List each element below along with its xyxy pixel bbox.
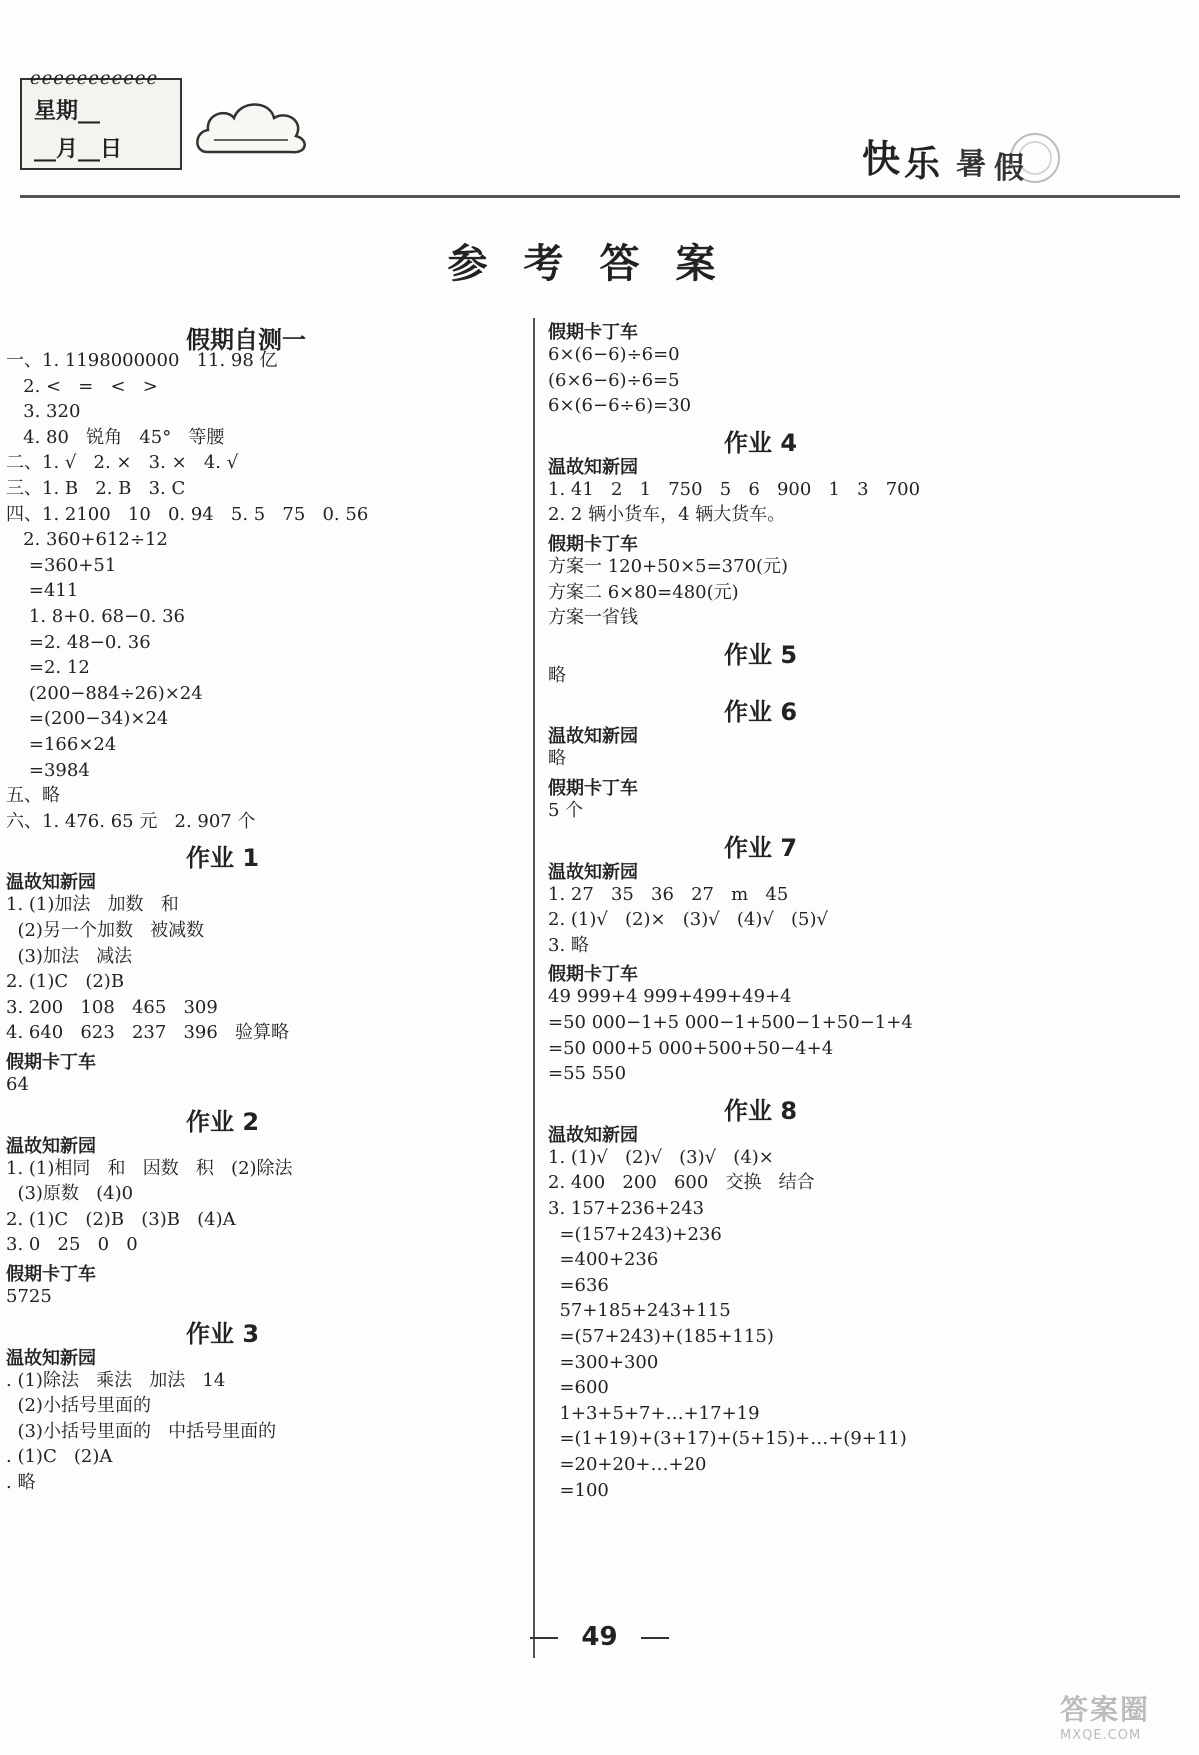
answer-line: =(200−34)×24 (6, 708, 169, 730)
answer-line: 5725 (6, 1286, 52, 1307)
logo-char-4: 假 (994, 151, 1024, 186)
answer-line: 6×(6−6÷6)=30 (548, 395, 692, 417)
section-heading: 作业 7 (724, 833, 798, 862)
answer-line: (6×6−6)÷6=5 (548, 369, 680, 391)
answer-line: (3)加法 减法 (6, 945, 133, 967)
answer-line: 方案一省钱 (548, 607, 638, 629)
section-heading: 作业 1 (186, 844, 260, 873)
subsection-label: 假期卡丁车 (548, 964, 638, 986)
subsection-label: 假期卡丁车 (548, 778, 638, 799)
answer-line: =300+300 (548, 1351, 659, 1373)
section-heading: 作业 8 (724, 1096, 798, 1125)
answer-line: . 略 (6, 1472, 36, 1493)
footer-dash-right (641, 1637, 669, 1639)
answer-line: 49 999+4 999+499+49+4 (548, 986, 792, 1008)
answer-line: 64 (6, 1074, 29, 1095)
answer-line: =3984 (6, 759, 90, 781)
section-heading: 作业 6 (724, 698, 798, 727)
answer-line: 四、1. 2100 10 0. 94 5. 5 75 0. 56 (6, 503, 369, 525)
answer-line: 六、1. 476. 65 元 2. 907 个 (6, 810, 256, 832)
answer-line: 2. (1)C (2)B (3)B (4)A (6, 1208, 236, 1230)
answer-line: =55 550 (548, 1063, 627, 1085)
answer-line: 3. 0 25 0 0 (6, 1234, 138, 1256)
answer-line: 1. (1)相同 和 因数 积 (2)除法 (6, 1157, 293, 1179)
answer-line: =400+236 (548, 1249, 659, 1271)
subsection-label: 温故知新园 (548, 861, 638, 883)
answer-line: =360+51 (6, 554, 117, 576)
answer-line: 1. (1)√ (2)√ (3)√ (4)× (548, 1146, 774, 1168)
answer-line: 2. < = < > (6, 375, 158, 397)
subsection-label: 温故知新园 (6, 1135, 96, 1157)
section-heading: 假期自测一 (186, 326, 306, 354)
answer-line: 2. (1)√ (2)× (3)√ (4)√ (5)√ (548, 909, 829, 931)
answer-line: 一、1. 1198000000 11. 98 亿 (6, 350, 278, 371)
subsection-label: 温故知新园 (6, 1347, 96, 1369)
answer-line: (2)另一个加数 被减数 (6, 920, 205, 941)
watermark (1060, 1688, 1190, 1748)
answer-line: . (1)C (2)A (6, 1446, 113, 1468)
weekday-label: 星期__ (34, 99, 101, 124)
section-heading: 作业 3 (186, 1319, 260, 1348)
answer-line: =636 (548, 1274, 609, 1296)
answer-line: (3)原数 (4)0 (6, 1183, 134, 1205)
answer-line: . (1)除法 乘法 加法 14 (6, 1369, 226, 1391)
answer-line: =600 (548, 1377, 609, 1399)
subsection-label: 假期卡丁车 (548, 322, 638, 343)
answer-line: =166×24 (6, 734, 117, 755)
section-heading: 作业 5 (724, 640, 798, 669)
logo-char-1: 快 (862, 137, 901, 181)
answer-line: =20+20+…+20 (548, 1454, 707, 1475)
logo-swirl-icon (860, 130, 1090, 190)
answer-line: 3. 157+236+243 (548, 1198, 705, 1219)
answer-line: 二、1. √ 2. × 3. × 4. √ (6, 452, 239, 474)
calendar-box (20, 68, 182, 170)
subsection-label: 温故知新园 (6, 872, 96, 894)
watermark-url: MXQE.COM (1060, 1728, 1142, 1743)
answer-line: 2. (1)C (2)B (6, 971, 125, 993)
answer-line: =50 000−1+5 000−1+500−1+50−1+4 (548, 1012, 913, 1033)
cloud-icon (192, 92, 312, 162)
answer-line: =(157+243)+236 (548, 1223, 722, 1245)
logo-char-3: 暑 (956, 147, 986, 182)
answer-line: =411 (6, 580, 79, 602)
answer-line: =50 000+5 000+500+50−4+4 (548, 1037, 834, 1059)
watermark-title: 答案圈 (1060, 1693, 1151, 1726)
answer-line: (3)小括号里面的 中括号里面的 (6, 1420, 277, 1442)
page-title: 参考答案 (447, 241, 752, 287)
answer-line: 1. 8+0. 68−0. 36 (6, 606, 185, 627)
subsection-label: 温故知新园 (548, 1124, 638, 1146)
answer-line: 2. 360+612÷12 (6, 529, 168, 551)
logo-char-2: 乐 (904, 144, 941, 185)
answer-line: (2)小括号里面的 (6, 1395, 151, 1417)
answer-line: (200−884÷26)×24 (6, 682, 203, 704)
section-heading: 作业 2 (186, 1107, 260, 1136)
subsection-label: 假期卡丁车 (6, 1264, 96, 1285)
answer-line: =2. 48−0. 36 (6, 631, 151, 653)
answer-line: =(57+243)+(185+115) (548, 1326, 774, 1347)
footer-dash-left (530, 1637, 558, 1639)
page-number: 49 (581, 1622, 618, 1652)
answer-line: 方案一 120+50×5=370(元) (548, 556, 789, 577)
answer-line: 3. 320 (6, 401, 81, 423)
answer-line: 3. 200 108 465 309 (6, 996, 218, 1018)
page-number-footer (0, 1622, 1199, 1652)
subsection-label: 温故知新园 (548, 456, 638, 478)
subsection-label: 温故知新园 (548, 726, 638, 748)
answer-line: 5 个 (548, 800, 584, 821)
calendar-rings-icon: ℯℯℯℯℯℯℯℯℯℯℯ (30, 68, 159, 89)
subsection-label: 假期卡丁车 (548, 534, 638, 555)
answer-line: 略 (548, 748, 566, 770)
answer-line: 1. 41 2 1 750 5 6 900 1 3 700 (548, 478, 921, 500)
answer-line: 2. 2 辆小货车，4 辆大货车。 (548, 504, 786, 526)
subsection-label: 假期卡丁车 (6, 1052, 96, 1073)
answer-line: 4. 640 623 237 396 验算略 (6, 1022, 289, 1044)
answer-line: 1. 27 35 36 27 m 45 (548, 883, 789, 905)
answer-line: 3. 略 (548, 934, 589, 956)
answer-line: 方案二 6×80=480(元) (548, 581, 739, 603)
answer-line: 6×(6−6)÷6=0 (548, 344, 680, 365)
answer-line: =(1+19)+(3+17)+(5+15)+…+(9+11) (548, 1428, 907, 1450)
answer-line: =2. 12 (6, 657, 90, 679)
answer-line: 1. (1)加法 加数 和 (6, 894, 179, 916)
page-header (0, 0, 1199, 210)
happy-summer-logo (860, 130, 1090, 190)
header-rule (20, 195, 1180, 198)
answer-line: 五、略 (6, 785, 60, 807)
answer-line: 1+3+5+7+…+17+19 (548, 1402, 760, 1424)
answer-line: 略 (548, 664, 566, 686)
answer-line: 2. 400 200 600 交换 结合 (548, 1172, 815, 1194)
date-label: __月__日 (34, 137, 123, 162)
column-divider (533, 318, 535, 1658)
answer-line: 4. 80 锐角 45° 等腰 (6, 426, 225, 448)
answer-line: 三、1. B 2. B 3. C (6, 478, 186, 499)
answer-line: =100 (548, 1479, 609, 1501)
section-heading: 作业 4 (724, 428, 798, 457)
answer-line: 57+185+243+115 (548, 1300, 731, 1322)
